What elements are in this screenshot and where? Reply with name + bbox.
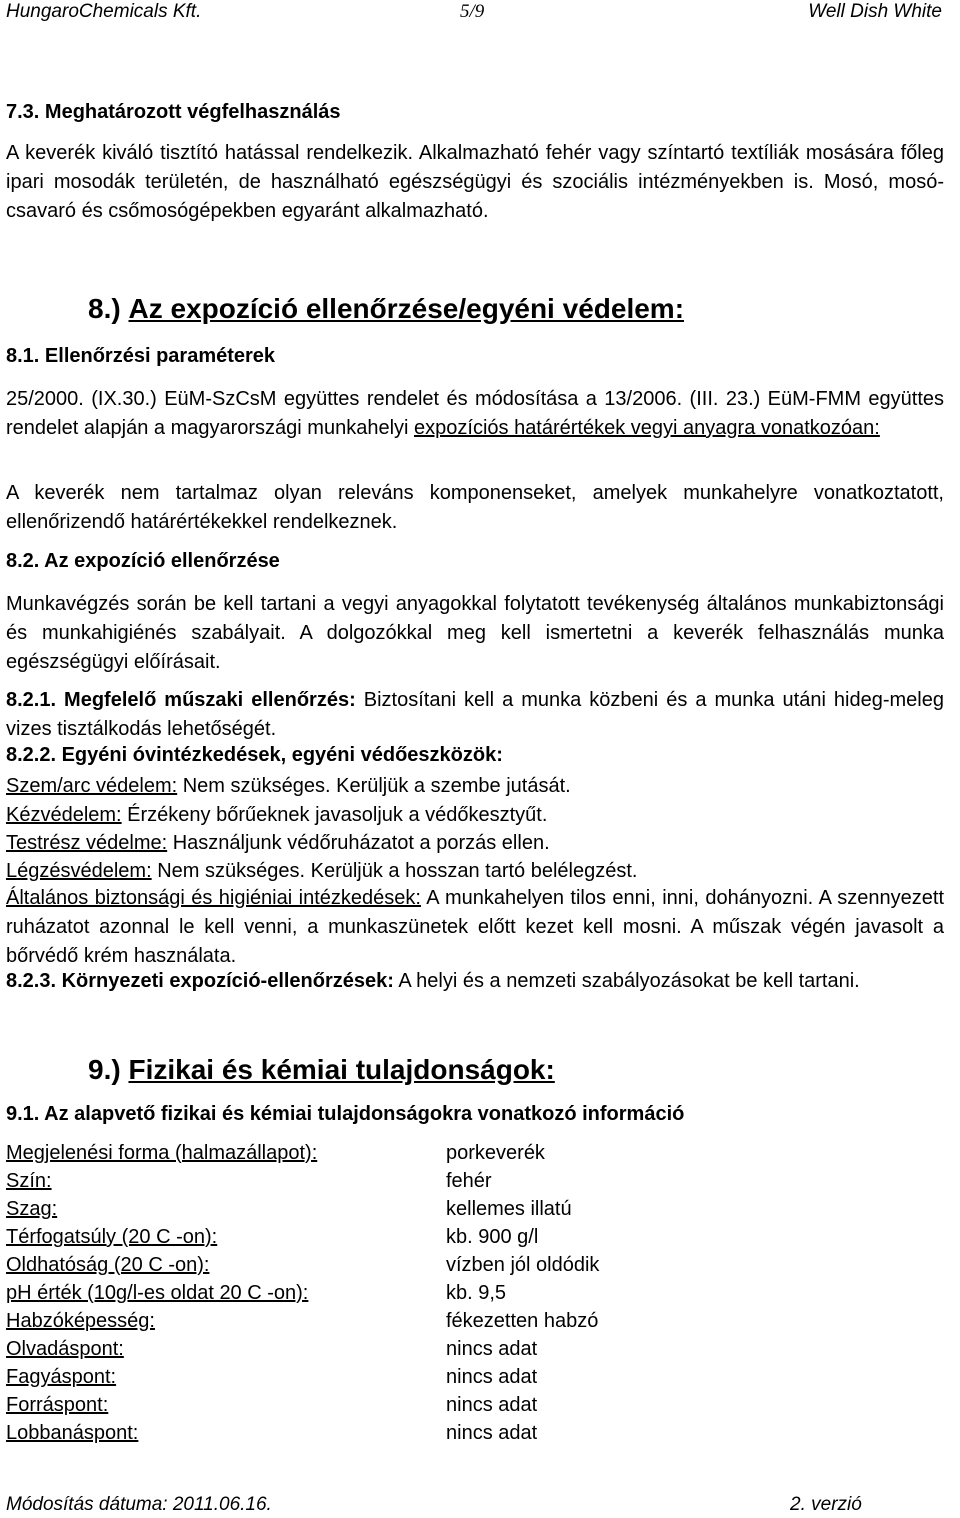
header-page-number: 5/9 xyxy=(460,1,485,22)
property-row xyxy=(6,1254,946,1282)
property-row xyxy=(6,1310,946,1338)
property-row xyxy=(6,1422,946,1450)
property-label: Oldhatóság (20 C -on): xyxy=(6,1254,210,1276)
property-value: kb. 900 g/l xyxy=(446,1226,539,1248)
property-value: nincs adat xyxy=(446,1394,538,1416)
property-label: Megjelenési forma (halmazállapot): xyxy=(6,1142,318,1164)
section-8-2-2-title: 8.2.2. Egyéni óvintézkedések, egyéni védőeszközök: xyxy=(6,744,503,766)
section-8-1-title: 8.1. Ellenőrzési paraméterek xyxy=(6,345,276,367)
header-company: HungaroChemicals Kft. xyxy=(6,1,202,22)
property-label: Szag: xyxy=(6,1198,58,1220)
body-protection-label: Testrész védelme: xyxy=(6,832,168,854)
section-9-title: Fizikai és kémiai tulajdonságok: xyxy=(128,1054,555,1085)
property-label: Fagyáspont: xyxy=(6,1366,117,1388)
eye-protection-label: Szem/arc védelem: xyxy=(6,775,178,797)
property-row xyxy=(6,1394,946,1422)
section-8-title: Az expozíció ellenőrzése/egyéni védelem: xyxy=(128,293,685,324)
section-8-2-text: Munkavégzés során be kell tartani a vegyi anyagokkal folytatott tevékenység általános munkabiztonsági és munkahigiénés szabályait. A dolgozókkal meg kell ismertetni a keverék felhasználás munka egészségügyi előírásait. xyxy=(6,593,944,673)
property-value: porkeverék xyxy=(446,1142,545,1164)
respiratory-protection-label: Légzésvédelem: xyxy=(6,860,152,882)
property-row xyxy=(6,1282,946,1310)
general-hygiene-label: Általános biztonsági és higiéniai intézkedések: xyxy=(6,887,421,909)
property-label: Térfogatsúly (20 C -on): xyxy=(6,1226,218,1248)
section-8-2-title: 8.2. Az expozíció ellenőrzése xyxy=(6,550,280,572)
eye-protection-text: Nem szükséges. Kerüljük a szembe jutását. xyxy=(177,775,571,797)
general-hygiene xyxy=(6,884,944,971)
body-protection-text: Használjunk védőruházatot a porzás ellen. xyxy=(167,832,550,854)
section-8-1-ref-text: 25/2000. (IX.30.) EüM-SzCsM együttes rendelet és módosítása a 13/2006. (III. 23.) EüM-FMM együttes rendelet alapján a magyarországi munkahelyi xyxy=(6,388,944,439)
hand-protection-text: Érzékeny bőrűeknek javasoljuk a védőkesztyűt. xyxy=(121,804,548,826)
eye-protection xyxy=(6,772,944,801)
section-9-number: 9. xyxy=(88,1054,112,1085)
footer-date: Módosítás dátuma: 2011.06.16. xyxy=(6,1494,272,1515)
section-7-3-text: A keverék kiváló tisztító hatással rendelkezik. Alkalmazható fehér vagy színtartó textíliák mosására főleg ipari mosodák területén, de használható egészségügyi és szociális intézményekben is. Mosó, mosó-csavaró és csőmosógépekben egyaránt alkalmazható. xyxy=(6,142,944,222)
property-label: Szín: xyxy=(6,1170,52,1192)
section-8-1-reference xyxy=(6,385,944,443)
general-hygiene-text: A munkahelyen tilos enni, inni, dohányozni. A szennyezett ruházatot azonnal le kell venni, a munkaszünetek előtt kezet kell mosni. A műszak végén javasolt a bőrvédő krém használata. xyxy=(6,887,944,967)
property-value: kellemes illatú xyxy=(446,1198,572,1220)
section-8-1-ref-underlined: expozíciós határértékek vegyi anyagra vonatkozóan: xyxy=(414,417,880,439)
property-label: Olvadáspont: xyxy=(6,1338,124,1360)
section-9-heading: 9.) Fizikai és kémiai tulajdonságok: xyxy=(88,1054,555,1085)
header-product: Well Dish White xyxy=(808,1,942,22)
property-label: Forráspont: xyxy=(6,1394,109,1416)
section-7-3-title: 7.3. Meghatározott végfelhasználás xyxy=(6,101,341,123)
property-value: fékezetten habzó xyxy=(446,1310,599,1332)
property-row xyxy=(6,1338,946,1366)
property-value: nincs adat xyxy=(446,1338,538,1360)
hand-protection-label: Kézvédelem: xyxy=(6,804,122,826)
section-8-2-3-text: A helyi és a nemzeti szabályozásokat be kell tartani. xyxy=(393,970,860,992)
property-value: nincs adat xyxy=(446,1422,538,1444)
property-value: kb. 9,5 xyxy=(446,1282,507,1304)
section-8-2-1 xyxy=(6,686,944,744)
section-8-2-1-label: 8.2.1. Megfelelő műszaki ellenőrzés: xyxy=(6,689,356,711)
section-8-2-3-label: 8.2.3. Környezeti expozíció-ellenőrzések: xyxy=(6,970,394,992)
property-row xyxy=(6,1226,946,1254)
property-row xyxy=(6,1366,946,1394)
property-value: fehér xyxy=(446,1170,492,1192)
property-row xyxy=(6,1198,946,1226)
property-row xyxy=(6,1170,946,1198)
section-9-1-title: 9.1. Az alapvető fizikai és kémiai tulajdonságokra vonatkozó információ xyxy=(6,1103,685,1125)
section-8-heading: 8.) Az expozíció ellenőrzése/egyéni védelem: xyxy=(88,293,685,324)
hand-protection xyxy=(6,801,944,830)
respiratory-protection xyxy=(6,857,944,886)
body-protection xyxy=(6,829,944,858)
footer-version: 2. verzió xyxy=(790,1494,862,1515)
section-8-1-text: A keverék nem tartalmaz olyan releváns komponenseket, amelyek munkahelyre vonatkoztatott, ellenőrizendő határértékekkel rendelkeznek. xyxy=(6,482,944,533)
property-label: Lobbanáspont: xyxy=(6,1422,139,1444)
section-8-2-3 xyxy=(6,967,944,996)
property-label: pH érték (10g/l-es oldat 20 C -on): xyxy=(6,1282,309,1304)
property-value: nincs adat xyxy=(446,1366,538,1388)
section-8-2-1-text: Biztosítani kell a munka közbeni és a munka utáni hideg-meleg vizes tisztálkodás lehetőségét. xyxy=(6,689,944,740)
respiratory-protection-text: Nem szükséges. Kerüljük a hosszan tartó belélegzést. xyxy=(151,860,638,882)
section-8-number: 8. xyxy=(88,293,112,324)
property-label: Habzóképesség: xyxy=(6,1310,155,1332)
property-value: vízben jól oldódik xyxy=(446,1254,600,1276)
property-row xyxy=(6,1142,946,1170)
